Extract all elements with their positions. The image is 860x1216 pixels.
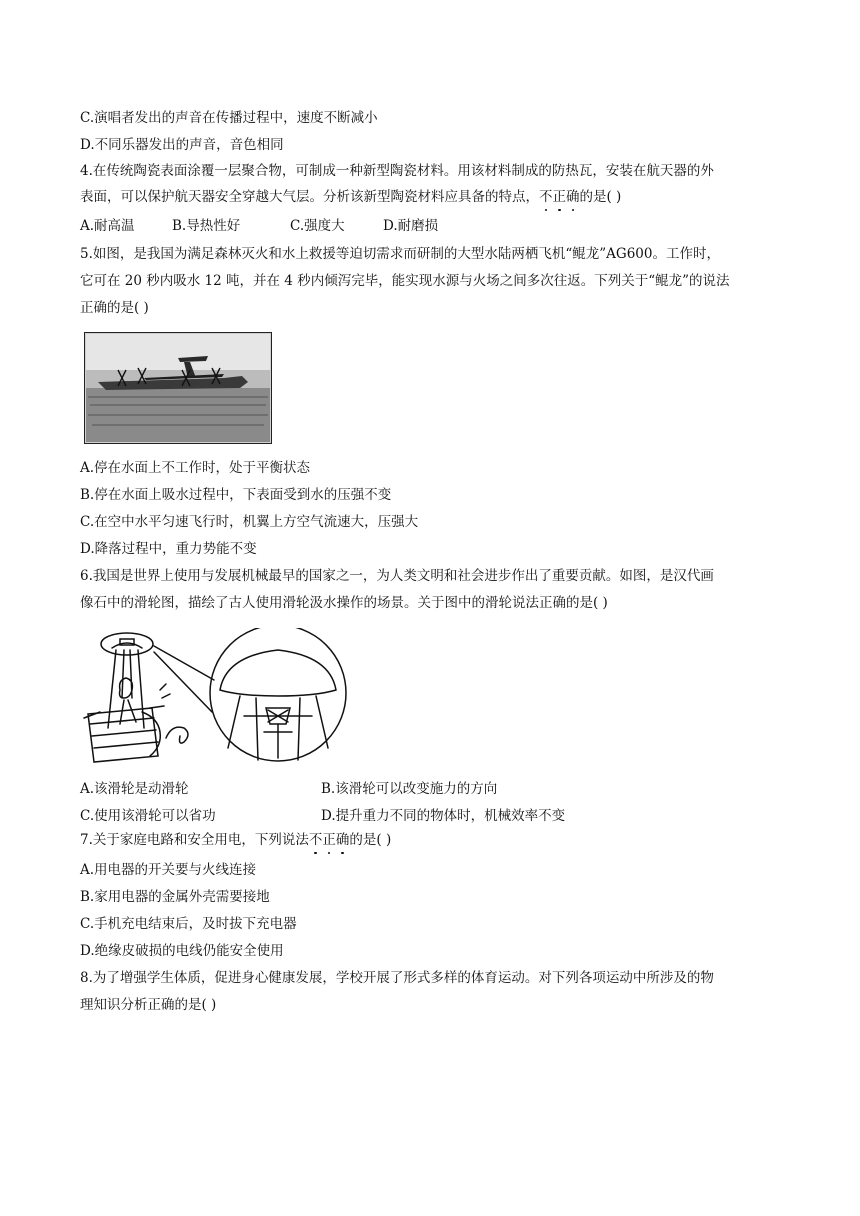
q3-option-d: D.不同乐器发出的声音，音色相同 (80, 137, 284, 153)
q5-stem-line3: 正确的是( ) (80, 300, 149, 316)
q6-stem-line1: 6.我国是世界上使用与发展机械最早的国家之一，为人类文明和社会进步作出了重要贡献。如图，是汉代画 (80, 568, 714, 584)
q5-stem-line1: 5.如图，是我国为满足森林灭火和水上救援等迫切需求而研制的大型水陆两栖飞机“鲲龙”AG600。工作时， (80, 246, 720, 262)
q4-emphasis-char: 确 (566, 189, 580, 205)
q7-emphasis-char: 正 (322, 832, 336, 848)
q4-stem-line1: 4.在传统陶瓷表面涂覆一层聚合物，可制成一种新型陶瓷材料。用该材料制成的防热瓦，安装在航天器的外 (80, 163, 714, 179)
q5-option-a: A.停在水面上不工作时，处于平衡状态 (80, 460, 311, 476)
q7-emphasis-char: 不 (308, 832, 323, 848)
q6-option-c: C.使用该滑轮可以省功 (80, 808, 216, 824)
q4-emphasis-char: 不 (539, 189, 553, 205)
q8-stem-line1: 8.为了增强学生体质，促进身心健康发展，学校开展了形式多样的体育运动。对下列各项运动中所涉及的物 (80, 970, 714, 986)
q7-option-c: C.手机充电结束后，及时拔下充电器 (80, 916, 297, 932)
q7-option-d: D.绝缘皮破损的电线仍能安全使用 (80, 943, 284, 959)
q5-option-d: D.降落过程中，重力势能不变 (80, 541, 257, 557)
q4-stem-line2 (80, 187, 621, 207)
q4-option-c: C.强度大 (290, 218, 345, 234)
q5-option-c: C.在空中水平匀速飞行时，机翼上方空气流速大，压强大 (80, 514, 419, 530)
q6-option-b: B.该滑轮可以改变施力的方向 (321, 781, 498, 797)
q4-option-b: B.导热性好 (172, 218, 241, 234)
q5-option-b: B.停在水面上吸水过程中，下表面受到水的压强不变 (80, 487, 392, 503)
q7-emphasis-char: 确 (335, 832, 350, 848)
q3-option-c: C.演唱者发出的声音在传播过程中，速度不断减小 (80, 110, 378, 126)
q7-option-a: A.用电器的开关要与火线连接 (80, 862, 257, 878)
q7-stem (80, 830, 391, 850)
q6-stem-line2: 像石中的滑轮图，描绘了古人使用滑轮汲水操作的场景。关于图中的滑轮说法正确的是( ) (80, 595, 608, 611)
q7-option-b: B.家用电器的金属外壳需要接地 (80, 889, 270, 905)
q6-option-a: A.该滑轮是动滑轮 (80, 781, 189, 797)
q4-option-d: D.耐磨损 (383, 218, 439, 234)
q5-stem-line2: 它可在 20 秒内吸水 12 吨，并在 4 秒内倾泻完毕，能实现水源与火场之间多次往返。下列关于“鲲龙”的说法 (80, 273, 730, 289)
q7-stem-post: 的是( ) (349, 832, 392, 848)
seaplane-photo (84, 332, 272, 444)
q4-option-a: A.耐高温 (80, 218, 135, 234)
q4-stem-line2-post: 的是( ) (579, 189, 622, 205)
han-pulley-illustration (80, 628, 355, 770)
q4-emphasis-char: 正 (552, 189, 566, 205)
q4-stem-line2-pre: 表面，可以保护航天器安全穿越大气层。分析该新型陶瓷材料应具备的特点， (80, 189, 539, 205)
q6-option-d: D.提升重力不同的物体时，机械效率不变 (321, 808, 566, 824)
q7-stem-pre: 7.关于家庭电路和安全用电，下列说法 (80, 832, 309, 848)
q8-stem-line2: 理知识分析正确的是( ) (80, 997, 217, 1013)
